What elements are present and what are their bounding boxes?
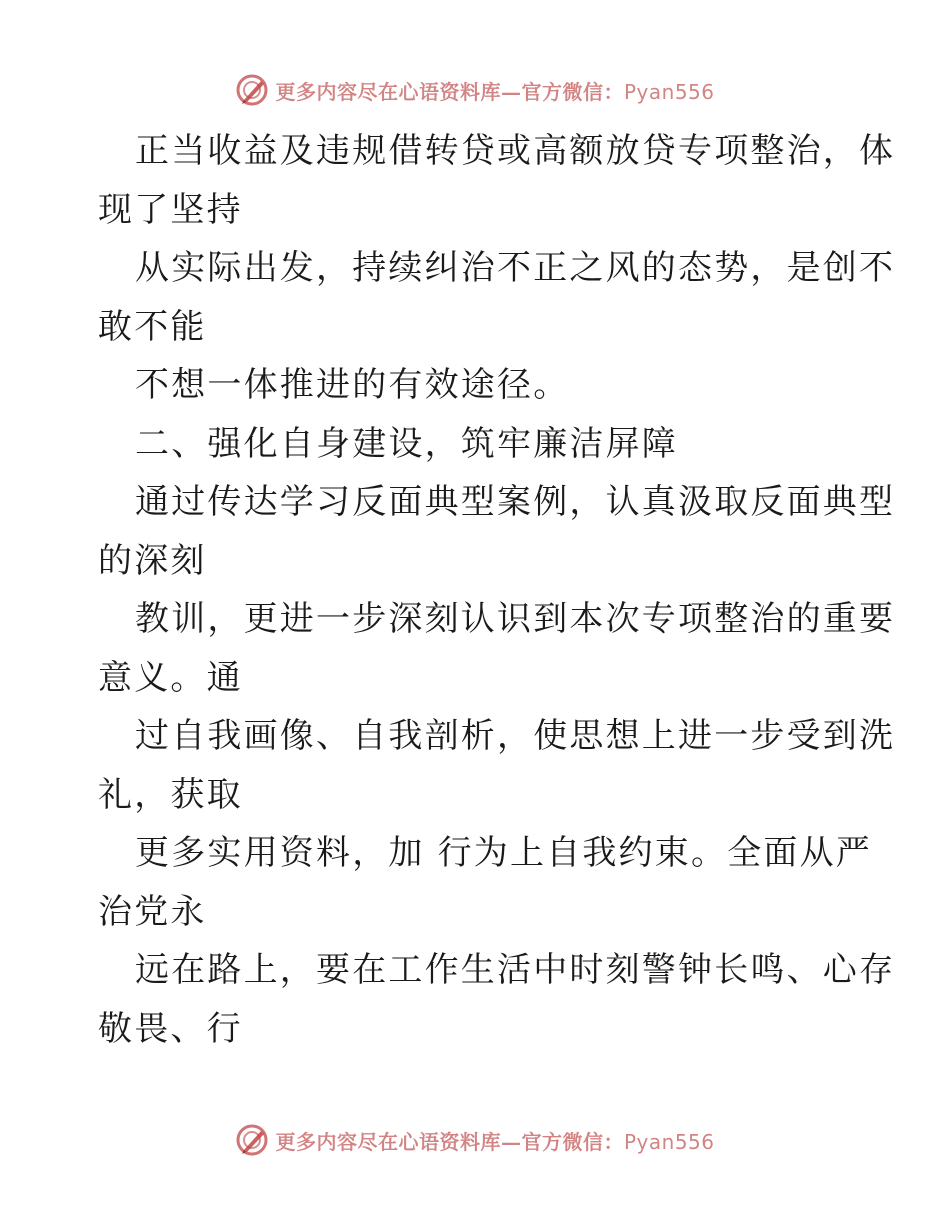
header-watermark-banner: [0, 70, 950, 110]
text-line: 现了坚持: [98, 189, 243, 230]
text-line: 的深刻: [98, 540, 207, 581]
text-line: 敢不能: [98, 306, 207, 347]
text-line: 二、强化自身建设，筑牢廉洁屏障: [135, 423, 678, 464]
brand-logo-icon: [235, 1123, 269, 1157]
text-line: 过自我画像、自我剖析，使思想上进一步受到洗: [135, 716, 896, 756]
footer-watermark-text: 更多内容尽在心语资料库—官方微信：Pyan556: [275, 1129, 715, 1154]
text-line: 远在路上，要在工作生活中时刻警钟长鸣、心存: [135, 950, 896, 990]
text-line: 更多实用资料，加 行为上自我约束。全面从严: [135, 833, 873, 873]
footer-watermark: [235, 1123, 714, 1157]
footer-watermark-banner: [0, 1120, 950, 1160]
text-line: 意义。通: [98, 657, 243, 698]
brand-logo-icon: [235, 73, 269, 107]
text-line: 不想一体推进的有效途径。: [135, 365, 570, 405]
text-line: 治党永: [98, 891, 207, 932]
text-line: 从实际出发，持续纠治不正之风的态势，是创不: [135, 248, 896, 288]
text-line: 正当收益及违规借转贷或高额放贷专项整治，体: [135, 131, 896, 171]
text-line: 礼，获取: [98, 774, 243, 815]
header-watermark-text: 更多内容尽在心语资料库—官方微信：Pyan556: [275, 79, 715, 104]
header-watermark: [235, 73, 714, 107]
text-line: 敬畏、行: [98, 1008, 243, 1049]
document-body: [98, 122, 896, 1058]
text-line: 通过传达学习反面典型案例，认真汲取反面典型: [135, 482, 896, 522]
text-line: 教训，更进一步深刻认识到本次专项整治的重要: [135, 599, 896, 639]
